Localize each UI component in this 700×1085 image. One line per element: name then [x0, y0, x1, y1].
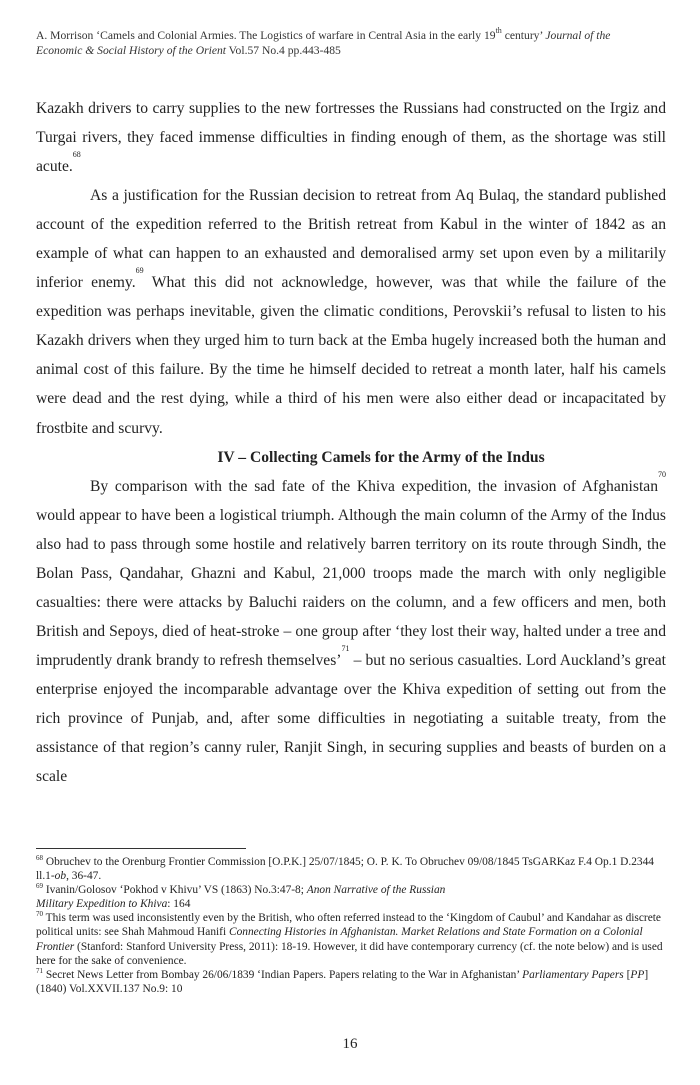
- footnote-68-italic: ob: [54, 870, 67, 883]
- footnote-69: [36, 883, 666, 911]
- section-heading: IV – Collecting Camels for the Army of the Indus: [217, 448, 545, 466]
- paragraph-3: [36, 469, 667, 792]
- footnote-71-text-c: ] (1840) Vol.XXVII.137 No.9: 10: [36, 968, 649, 995]
- body-text: [36, 94, 666, 791]
- footnote-69-title: Anon Narrative of the Russian: [306, 884, 446, 897]
- footnote-69-text-b: : 164: [167, 898, 191, 911]
- footnote-70: [36, 911, 666, 967]
- footnote-68-text-a: Obruchev to the Orenburg Frontier Commission [O.P.K.] 25/07/1845; O. P. K. To Obruchev 09/08/1845 TsGARKaz F.4 Op.1 D.2344 ll.1-: [36, 856, 654, 883]
- header-citation-mid: century’: [501, 29, 546, 42]
- paragraph-2-text-a: As a justification for the Russian decision to retreat from Aq Bulaq, the standard published account of the expedition referred to the British retreat from Kabul in the winter of 1842 as an example of what can happen to an exhausted and demoralised army set upon even by a militarily inferior enemy.: [36, 187, 666, 292]
- footnote-68-text-b: , 36-47.: [66, 870, 102, 883]
- paragraph-3-text-a: By comparison with the sad fate of the Khiva expedition, the invasion of Afghanistan: [90, 477, 658, 495]
- footnotes: [36, 855, 666, 996]
- footnote-71-text-a: Secret News Letter from Bombay 26/06/1839 ‘Indian Papers. Papers relating to the War in Afghanistan’: [43, 968, 523, 981]
- footnote-69-text-a: Ivanin/Golosov ‘Pokhod v Khivu’ VS (1863) No.3:47-8;: [43, 884, 307, 897]
- footnote-71: [36, 968, 666, 996]
- header-journal-title: Journal of the: [545, 29, 611, 42]
- footnote-71-title: Parliamentary Papers: [522, 968, 624, 981]
- footnote-ref-70[interactable]: 70: [658, 469, 666, 479]
- footnote-70-title: Connecting Histories in Afghanistan. Market Relations and State Formation on a Colonial Frontier: [36, 926, 643, 953]
- footnote-70-text-a: This term was used inconsistently even by the British, who often referred instead to the ‘Kingdom of Caubul’ and Kandahar as discrete political units: see Shah Mahmoud Hanifi: [36, 912, 661, 939]
- paragraph-1: [36, 94, 666, 181]
- footnote-70-text-b: (Stanford: Stanford University Press, 2011): 18-19. However, it did have contemporary currency (cf. the note below) and is used here for the sake of convenience.: [36, 940, 663, 967]
- header-volume: Vol.57 No.4 pp.443-485: [225, 44, 341, 57]
- footnote-71-abbrev: PP: [630, 968, 645, 981]
- paragraph-3-text-b: would appear to have been a logistical triumph. Although the main column of the Army of the Indus also had to pass through some hostile and relatively barren territory on its route through Sindh, the Bolan Pass, Qandahar, Ghazni and Kabul, 21,000 troops made the march with only negligible casualties: there were attacks by Baluchi raiders on the column, and a few officers and men, both British and Sepoys, died of heat-stroke – one group after ‘they lost their way, halted under a tree and imprudently drank brandy to refresh themselves’: [36, 506, 666, 669]
- running-header: [36, 28, 666, 58]
- footnote-number: 68: [36, 854, 43, 862]
- header-superscript: th: [495, 26, 502, 35]
- header-journal-title-cont: Economic & Social History of the Orient: [36, 44, 226, 57]
- paragraph-3-text-c: – but no serious casualties. Lord Auckland’s great enterprise enjoyed the incomparable advantage over the Khiva expedition of setting out from the rich province of Punjab, and, after some difficulties in negotiating a suitable treaty, from the assistance of that region’s canny ruler, Ranjit Singh, in securing supplies and beasts of burden on a scale: [36, 651, 667, 786]
- footnote-ref-71[interactable]: 71: [341, 643, 350, 653]
- footnote-69-title-cont: Military Expedition to Khiva: [36, 898, 168, 911]
- page-number: 16: [342, 1036, 358, 1052]
- paragraph-2: [36, 181, 666, 442]
- header-citation: A. Morrison ‘Camels and Colonial Armies. The Logistics of warfare in Central Asia in the early 19: [36, 29, 496, 42]
- footnote-number: 70: [36, 910, 43, 919]
- paragraph-1-text: Kazakh drivers to carry supplies to the new fortresses the Russians had constructed on the Irgiz and Turgai rivers, they faced immense difficulties in finding enough of them, as the shortage was still acute.: [36, 100, 666, 176]
- footnote-68: [36, 855, 666, 883]
- footnote-71-text-b: [: [623, 968, 631, 981]
- paragraph-2-text-b: What this did not acknowledge, however, was that while the failure of the expedition was perhaps inevitable, given the climatic conditions, Perovskii’s refusal to listen to his Kazakh drivers when they urged him to turn back at the Emba hugely increased both the human and animal cost of this failure. By the time he himself decided to retreat a month later, half his camels were dead and the rest dying, while a third of his men were also either dead or incapacitated by frostbite and scurvy.: [36, 274, 667, 437]
- footnote-ref-69[interactable]: 69: [135, 266, 144, 276]
- footnote-ref-68[interactable]: 68: [72, 150, 81, 160]
- footnote-number: 71: [36, 966, 43, 975]
- footnote-divider: [36, 848, 246, 849]
- footnote-number: 69: [36, 882, 43, 891]
